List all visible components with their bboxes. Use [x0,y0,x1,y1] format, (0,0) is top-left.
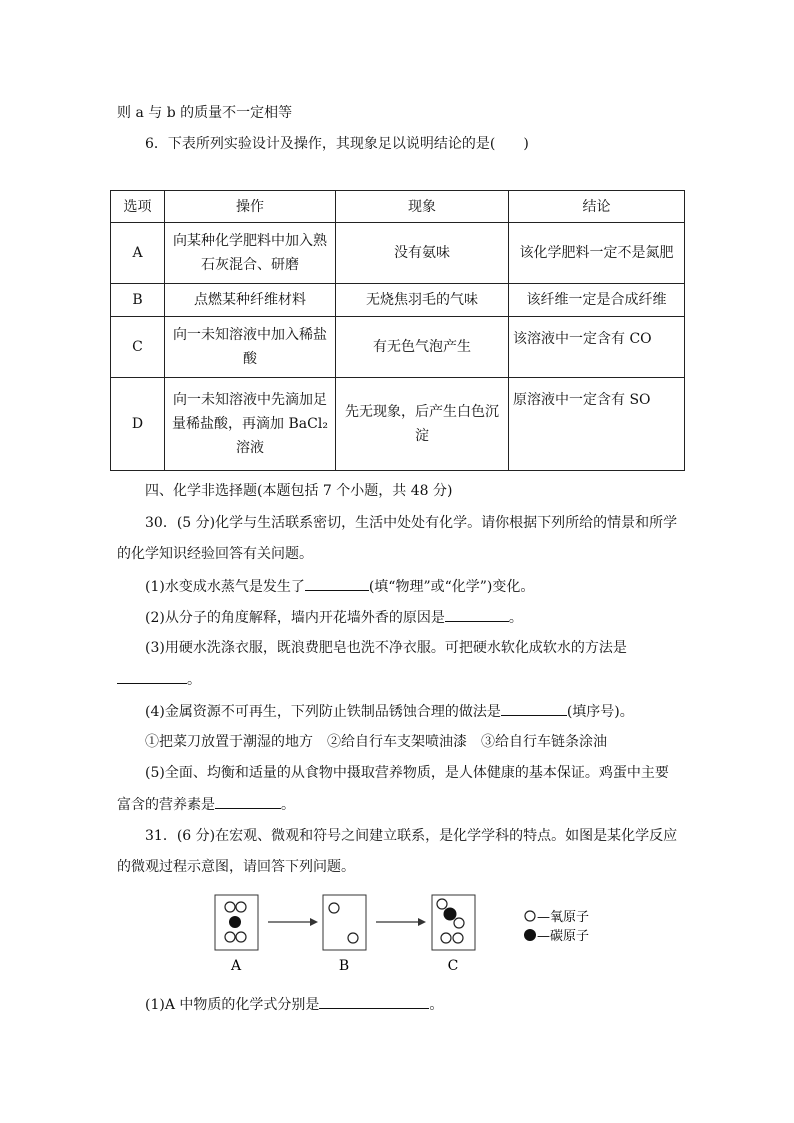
answer-blank[interactable] [319,994,429,1009]
q30-part3: (3)用硬水洗涤衣服，既浪费肥皂也洗不净衣服。可把硬水软化成软水的方法是 [145,640,627,656]
cell-conclusion: 该化学肥料一定不是氮肥 [509,223,685,284]
q30-part4-text: (4)金属资源不可再生，下列防止铁制品锈蚀合理的做法是 [145,704,501,720]
q30-part2-text-after: 。 [508,610,523,626]
box-label-a: A [230,958,242,974]
oxygen-atom [437,899,447,909]
reaction-diagram-svg [210,890,630,980]
reaction-diagram [210,890,630,980]
cell-conclusion: 该溶液中一定含有 CO [509,317,685,378]
q31-part1-text: (1)A 中物质的化学式分别是 [145,997,320,1013]
legend-oxygen-icon [525,911,535,921]
carbon-atom [229,916,241,928]
cell-operation [165,317,336,378]
oxygen-atom [225,932,235,942]
answer-blank[interactable] [117,669,187,684]
legend-carbon-label: —碳原子 [537,929,590,944]
q30-part4-text-after: (填序号)。 [566,704,634,720]
table-row-b [111,284,685,317]
cell-option: D [111,378,165,471]
q30-stem-line2: 的化学知识经验回答有关问题。 [117,546,313,562]
cell-operation [165,378,336,471]
oxygen-atom [454,918,464,928]
cell-option: B [111,284,165,317]
q30-part1-text: (1)水变成水蒸气是发生了 [145,579,305,595]
q30-part5-text: 富含的营养素是 [117,797,215,813]
oxygen-atom [453,933,463,943]
q30-part3-text-after: 。 [187,672,201,688]
carbon-atom [444,908,457,921]
q30-part1 [145,576,534,597]
arrow-right-icon [376,918,426,926]
operation-line: 向某种化学肥料中加入熟 [173,233,327,249]
table-row-a [111,223,685,284]
arrow-right-icon [268,918,318,926]
q31-stem-line2: 的微观过程示意图，请回答下列问题。 [117,859,355,875]
q30-part3-answer [117,669,201,690]
operation-line: 酸 [243,351,257,367]
q30-part4-options: ①把菜刀放置于潮湿的地方 ②给自行车支架喷油漆 ③给自行车链条涂油 [145,734,607,750]
operation-line: 量稀盐酸，再滴加 BaCl₂ [172,416,328,432]
q30-part4 [145,701,634,722]
operation-line: 向一未知溶液中先滴加足 [173,392,327,408]
operation-line: 溶液 [236,440,264,456]
box-label-c: C [447,958,459,974]
section4-title: 四、化学非选择题(本题包括 7 个小题，共 48 分) [145,483,453,499]
cell-phenomenon: 没有氨味 [336,223,509,284]
operation-line: 石灰混合、研磨 [201,257,299,273]
oxygen-atom [329,903,339,913]
answer-blank[interactable] [501,701,567,716]
cell-option: C [111,317,165,378]
answer-blank[interactable] [305,576,369,591]
header-operation: 操作 [165,191,336,223]
header-option: 选项 [111,191,165,223]
cell-option: A [111,223,165,284]
oxygen-atom [236,902,246,912]
intro-line: 则 a 与 b 的质量不一定相等 [117,105,293,121]
table-row-c [111,317,685,378]
answer-blank[interactable] [445,607,509,622]
cell-conclusion: 该纤维一定是合成纤维 [509,284,685,317]
question6-stem: 6．下表所列实验设计及操作，其现象足以说明结论的是( ) [145,136,529,152]
header-conclusion: 结论 [509,191,685,223]
header-phenomenon: 现象 [336,191,509,223]
box-a [215,895,258,950]
q31-part1 [145,994,443,1015]
oxygen-atom [348,933,358,943]
oxygen-atom [236,932,246,942]
q30-part5-text-after: 。 [281,797,295,813]
cell-operation [165,223,336,284]
box-c [432,895,475,950]
q30-part1-text-after: (填“物理”或“化学”)变化。 [368,579,535,595]
phenomenon-line: 先无现象，后产生白色沉 [345,404,499,420]
box-label-b: B [338,958,350,974]
q30-stem-line1: 30．(5 分)化学与生活联系密切，生活中处处有化学。请你根据下列所给的情景和所学 [145,515,678,531]
legend [524,910,589,944]
operation-line: 向一未知溶液中加入稀盐 [173,327,327,343]
cell-phenomenon [336,378,509,471]
cell-phenomenon: 有无色气泡产生 [336,317,509,378]
table-row-d [111,378,685,471]
box-b [323,895,366,950]
q30-part5: (5)全面、均衡和适量的从食物中摄取营养物质，是人体健康的基本保证。鸡蛋中主要 [145,765,669,781]
cell-operation: 点燃某种纤维材料 [165,284,336,317]
q31-part1-text-after: 。 [429,997,444,1013]
oxygen-atom [441,933,451,943]
cell-conclusion: 原溶液中一定含有 SO [509,378,685,471]
experiment-table [110,190,685,471]
answer-blank[interactable] [215,794,281,809]
legend-carbon-icon [524,929,536,941]
q30-part2 [145,607,523,628]
cell-phenomenon: 无烧焦羽毛的气味 [336,284,509,317]
legend-oxygen-label: —氧原子 [537,910,590,925]
q30-part5-answer [117,794,295,815]
oxygen-atom [225,902,235,912]
table-header-row [111,191,685,223]
q30-part2-text: (2)从分子的角度解释，墙内开花墙外香的原因是 [145,610,445,626]
phenomenon-line: 淀 [415,428,429,444]
q31-stem-line1: 31．(6 分)在宏观、微观和符号之间建立联系，是化学学科的特点。如图是某化学反应 [145,828,678,844]
